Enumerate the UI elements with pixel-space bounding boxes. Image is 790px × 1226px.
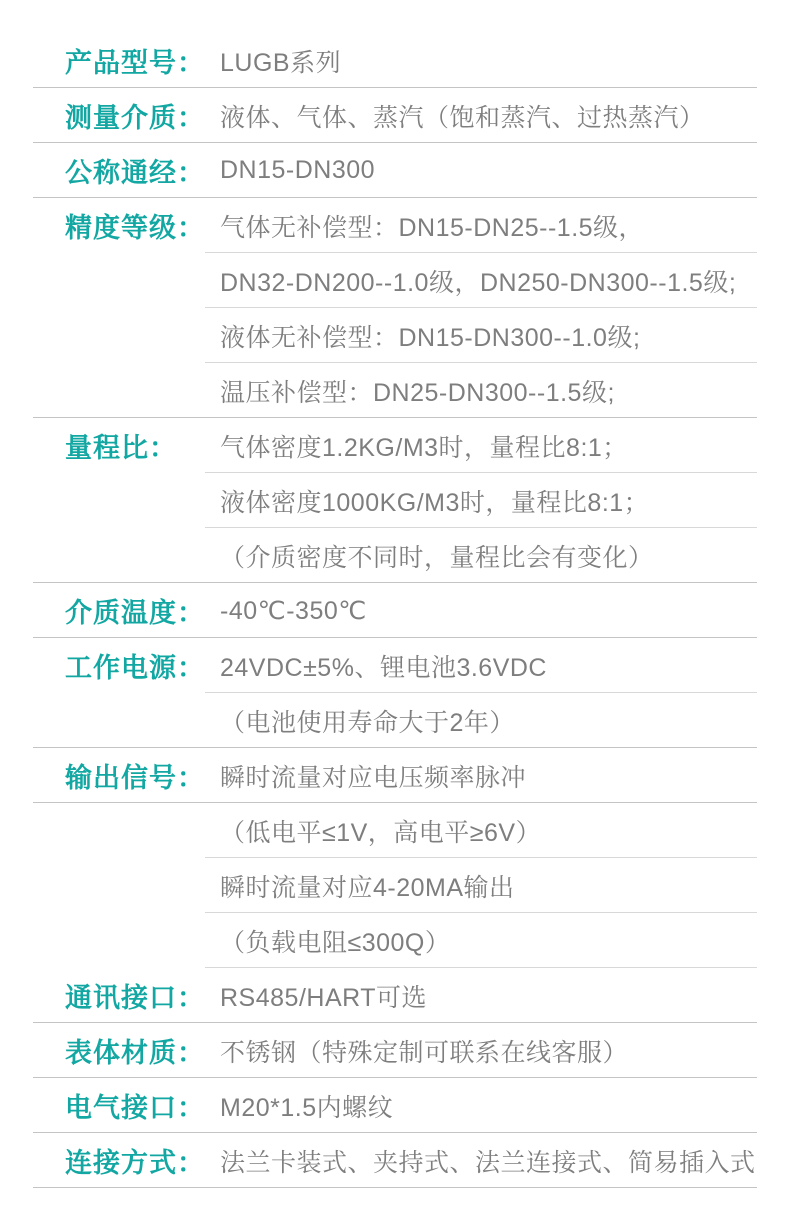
spec-value: （负载电阻≤300Q）	[220, 928, 451, 957]
spec-label-product-model: 产品型号：	[65, 48, 205, 78]
spec-label-electrical-interface: 电气接口：	[65, 1093, 205, 1123]
spec-line-communication-interface	[33, 968, 757, 1023]
spec-line-output-signal	[33, 748, 757, 803]
spec-label-power-supply: 工作电源：	[65, 653, 205, 683]
spec-value: 瞬时流量对应4-20MA输出	[220, 873, 515, 902]
spec-value: （介质密度不同时，量程比会有变化）	[220, 543, 654, 572]
spec-value: DN32-DN200--1.0级，DN250-DN300--1.5级;	[220, 268, 737, 297]
spec-line-accuracy-class	[33, 308, 757, 363]
spec-line-power-supply	[33, 638, 757, 693]
spec-line-nominal-diameter	[33, 143, 757, 198]
spec-label-communication-interface: 通讯接口：	[65, 983, 205, 1013]
spec-value: LUGB系列	[220, 48, 342, 77]
spec-value: 不锈钢（特殊定制可联系在线客服）	[220, 1038, 629, 1067]
spec-line-medium-temperature	[33, 583, 757, 638]
spec-line-output-signal	[33, 913, 757, 968]
spec-value: 气体密度1.2KG/M3时，量程比8:1；	[220, 433, 628, 462]
spec-line-accuracy-class	[33, 198, 757, 253]
spec-value: 气体无补偿型：DN15-DN25--1.5级，	[220, 213, 645, 242]
spec-value: 瞬时流量对应电压频率脉冲	[220, 763, 527, 792]
spec-value: （低电平≤1V，高电平≥6V）	[220, 818, 542, 847]
spec-line-power-supply	[33, 693, 757, 748]
spec-label-nominal-diameter: 公称通经：	[65, 158, 205, 188]
spec-value: 温压补偿型：DN25-DN300--1.5级;	[220, 378, 615, 407]
spec-label-body-material: 表体材质：	[65, 1038, 205, 1068]
spec-value: M20*1.5内螺纹	[220, 1093, 394, 1122]
spec-line-turndown-ratio	[33, 528, 757, 583]
product-spec-table	[33, 33, 757, 1188]
spec-value: 法兰卡装式、夹持式、法兰连接式、简易插入式	[220, 1148, 756, 1177]
spec-line-output-signal	[33, 803, 757, 858]
spec-label-measured-medium: 测量介质：	[65, 103, 205, 133]
spec-line-connection-type	[33, 1133, 757, 1188]
spec-line-electrical-interface	[33, 1078, 757, 1133]
spec-line-turndown-ratio	[33, 418, 757, 473]
spec-line-measured-medium	[33, 88, 757, 143]
spec-value: DN15-DN300	[220, 156, 376, 184]
spec-line-accuracy-class	[33, 253, 757, 308]
spec-value: 液体、气体、蒸汽（饱和蒸汽、过热蒸汽）	[220, 103, 705, 132]
spec-label-connection-type: 连接方式：	[65, 1148, 205, 1178]
spec-value: RS485/HART可选	[220, 983, 427, 1012]
spec-label-turndown-ratio: 量程比：	[65, 433, 177, 463]
spec-value: 液体无补偿型：DN15-DN300--1.0级;	[220, 323, 641, 352]
spec-label-accuracy-class: 精度等级：	[65, 213, 205, 243]
spec-value: -40℃-350℃	[220, 596, 367, 625]
spec-line-turndown-ratio	[33, 473, 757, 528]
spec-line-output-signal	[33, 858, 757, 913]
spec-value: 24VDC±5%、锂电池3.6VDC	[220, 653, 547, 682]
spec-line-product-model	[33, 33, 757, 88]
spec-value: （电池使用寿命大于2年）	[220, 708, 515, 737]
spec-label-medium-temperature: 介质温度：	[65, 598, 205, 628]
spec-line-body-material	[33, 1023, 757, 1078]
spec-line-accuracy-class	[33, 363, 757, 418]
spec-value: 液体密度1000KG/M3时，量程比8:1；	[220, 488, 650, 517]
spec-label-output-signal: 输出信号：	[65, 763, 205, 793]
